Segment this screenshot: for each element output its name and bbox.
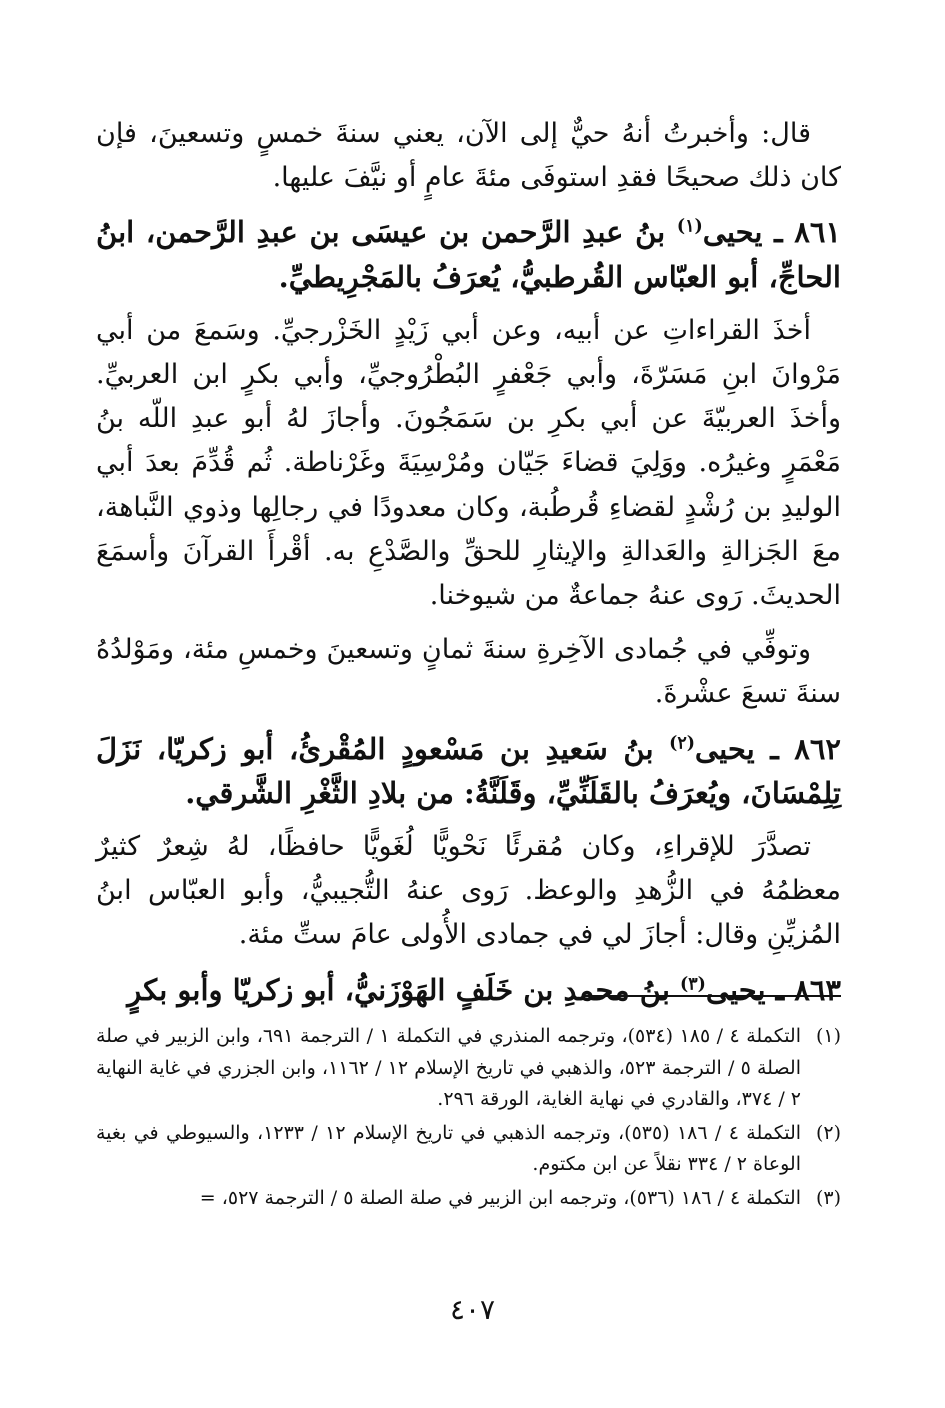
paragraph: قال: وأخبرتُ أنهُ حيٌّ إلى الآن، يعني سنةَ خمسٍ وتسعينَ، فإن كان ذلك صحيحًا فقدِ استوفَى مئةَ عامٍ أو نيَّفَ عليها.: [96, 118, 841, 194]
footnote: [96, 1021, 841, 1116]
footnote-marker: (٢): [669, 732, 695, 753]
footnote-marker: (١): [676, 216, 703, 237]
paragraph: تصدَّرَ للإقراءِ، وكان مُقرئًا نَحْويًّا لُغَويًّا حافظًا، لهُ شِعرٌ كثيرٌ معظمُهُ في الزُّهدِ والوعظ. رَوى عنهُ التُّجيبيُّ، وأبو العبّاس ابنُ المُزيِّنِ وقال: أجازَ لي في جمادى الأُولى عامَ ستِّ مئة.: [96, 831, 841, 951]
footnote-text: التكملة ٤ / ١٨٥ (٥٣٤)، وترجمه المنذري في التكملة ١ / الترجمة ٦٩١، وابن الزبير في صلة الصلة ٥ / الترجمة ٥٢٣، والذهبي في تاريخ الإسلام ١٢ / ١١٦٢، وابن الجزري في غاية النهاية ٢ / ٣٧٤، والقادري في نهاية الغاية، الورقة ٢٩٦.: [96, 1025, 801, 1110]
entry-number-name: ٨٦٣ ـ يحيى: [705, 972, 841, 1007]
footnote-divider: [585, 995, 841, 997]
entry-lineage: بنُ عبدِ الرَّحمن بن عيسَى بن عبدِ الرَّحمن، ابنُ الحاجِّ، أبو العبّاس القُرطبيُّ، يُعرَفُ بالمَجْرِيطيِّ.: [96, 215, 841, 294]
entry-number-name: ٨٦٢ ـ يحيى: [694, 731, 841, 766]
entry-862-heading: [96, 727, 841, 815]
entry-863-heading: [96, 968, 841, 1012]
footnote-marker: (٣): [680, 974, 706, 994]
footnotes: [96, 1021, 841, 1216]
entry-number-name: ٨٦١ ـ يحيى: [702, 215, 841, 250]
page-number: ٤٠٧: [449, 1293, 496, 1326]
paragraph: وتوفِّي في جُمادى الآخِرةِ سنةَ ثمانٍ وتسعينَ وخمسِ مئة، ومَوْلدُهُ سنةَ تسعَ عشْرةَ.: [96, 634, 841, 710]
main-text: [96, 112, 841, 1022]
footnote-number: (٣): [815, 1186, 841, 1209]
paragraph: أخذَ القراءاتِ عن أبيه، وعن أبي زَيْدٍ الخَزْرجيِّ. وسَمعَ من أبي مَرْوانَ ابنِ مَسَرّةَ، وأبي جَعْفرٍ البُطْرُوجيِّ، وأبي بكرٍ ابن العربيِّ. وأخذَ العربيّةَ عن أبي بكرِ بن سَمَجُونَ. وأجازَ لهُ أبو عبدِ اللّه بنُ مَعْمَرٍ وغيرُه. ووَلِيَ قضاءَ جَيّان ومُرْسِيَةَ وغَرْناطة. ثُم قُدِّمَ بعدَ أبي الوليدِ بن رُشْدٍ لقضاءِ قُرطُبة، وكان معدودًا في رجالِها وذوي النَّباهة، معَ الجَزالةِ والعَدالةِ والإيثارِ للحقِّ والصَّدْعِ به. أقْرأَ القرآنَ وأسمَعَ الحديثَ. رَوى عنهُ جماعةٌ من شيوخنا.: [96, 314, 841, 612]
entry-lineage: بنُ سَعيدِ بن مَسْعودٍ المُقْرئُ، أبو زكريّا، نَزَلَ تِلِمْسَانَ، ويُعرَفُ بالقَلَنِّيِّ، وقَلَنَّةُ: من بلادِ الثَّغْرِ الشَّرقي.: [96, 731, 841, 810]
footnote: [96, 1183, 841, 1215]
footnote-text: التكملة ٤ / ١٨٦ (٥٣٥)، وترجمه الذهبي في تاريخ الإسلام ١٢ / ١٢٣٣، والسيوطي في بغية الوعاة ٢ / ٣٣٤ نقلاً عن ابن مكتوم.: [96, 1121, 802, 1175]
entry-lineage: بنُ محمدِ بن خَلَفٍ الهَوْزَنيُّ، أبو زكريّا وأبو بكرٍ: [127, 972, 681, 1007]
entry-861-heading: [96, 210, 841, 298]
footnote: [96, 1118, 841, 1181]
footnote-number: (١): [815, 1025, 841, 1047]
footnote-number: (٢): [815, 1121, 841, 1144]
footnote-text: التكملة ٤ / ١٨٦ (٥٣٦)، وترجمه ابن الزبير في صلة الصلة ٥ / الترجمة ٥٢٧، =: [199, 1186, 801, 1209]
